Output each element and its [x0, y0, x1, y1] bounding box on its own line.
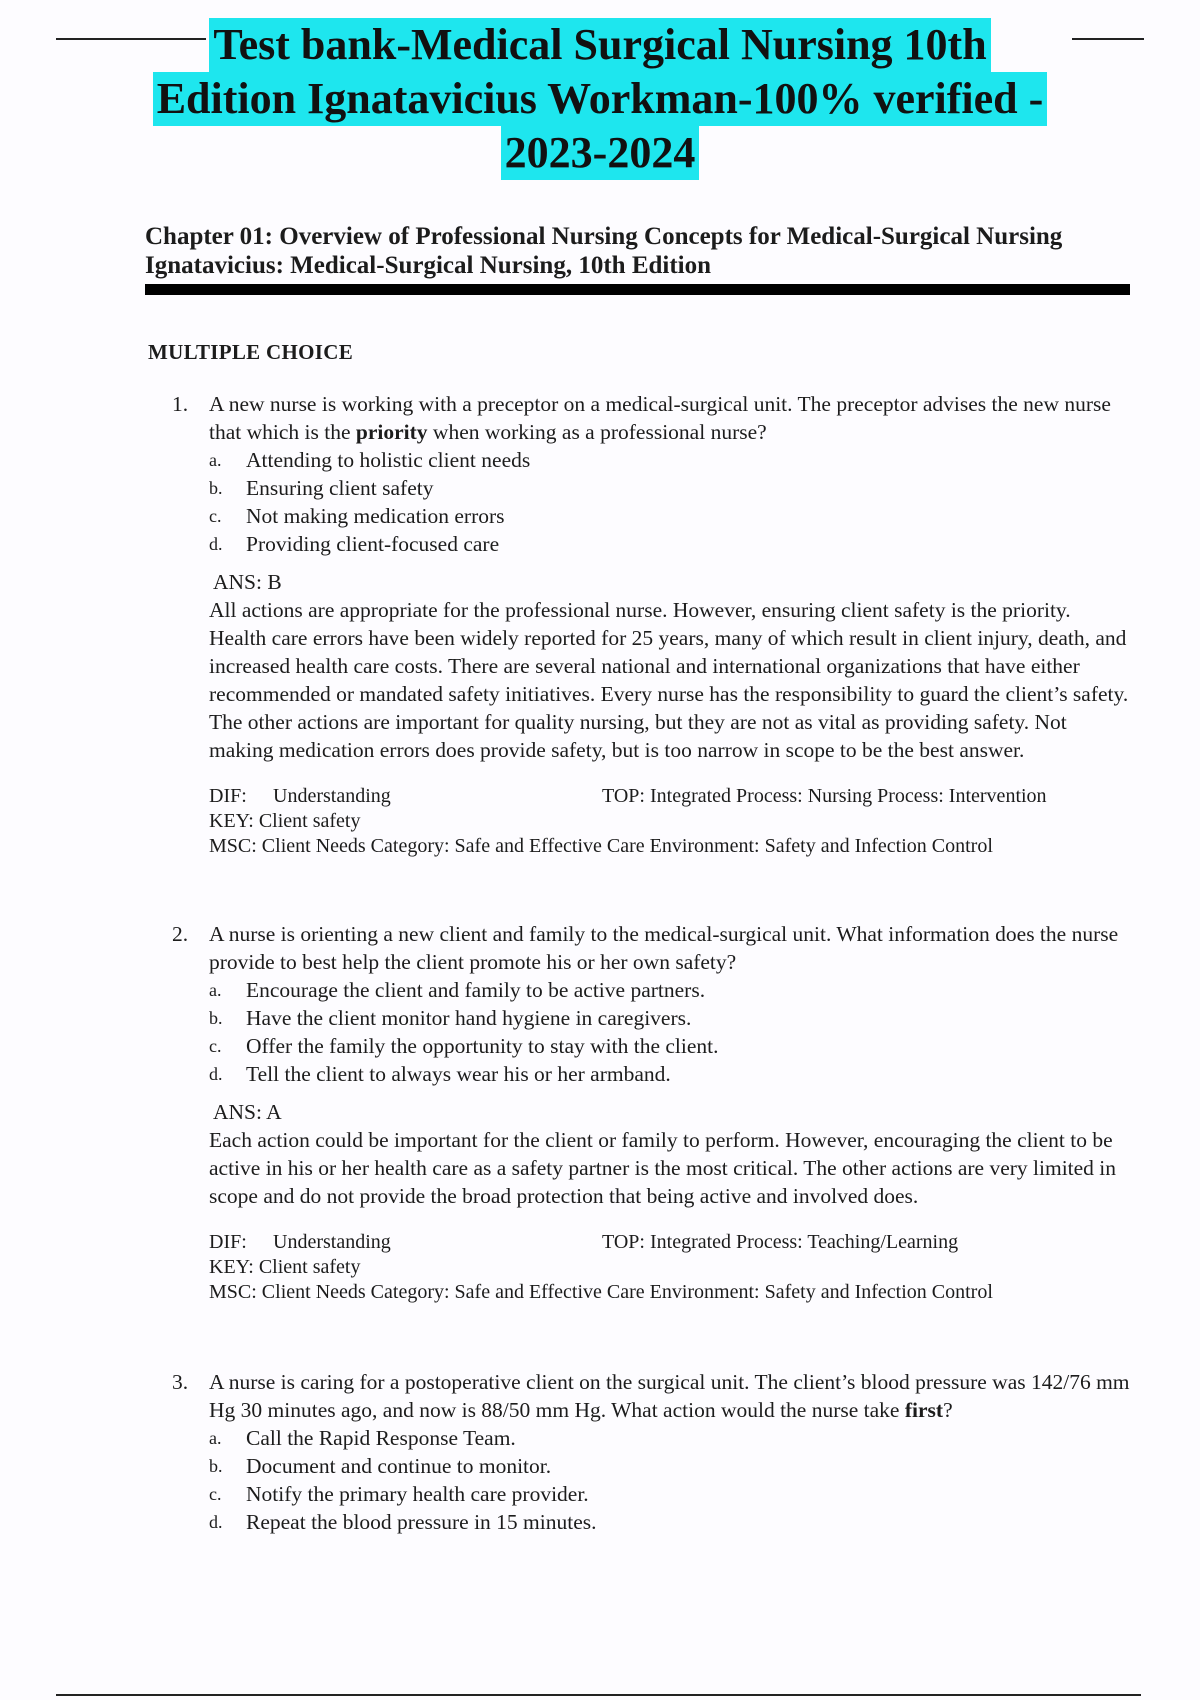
section-title: MULTIPLE CHOICE: [148, 340, 354, 364]
book-title: Ignatavicius: Medical-Surgical Nursing, 10th Edition: [145, 252, 712, 279]
options-list: [209, 1424, 1132, 1536]
option: c. Notify the primary health care provider.: [209, 1482, 589, 1506]
chapter-title: Chapter 01: Overview of Professional Nursing Concepts for Medical-Surgical Nursing: [145, 223, 1063, 250]
topic: TOP: Integrated Process: Nursing Process: Intervention: [602, 785, 1047, 807]
question-number: 1.: [172, 392, 189, 416]
option: a. Call the Rapid Response Team.: [209, 1426, 516, 1450]
options-list: [209, 976, 1132, 1088]
keyword: KEY: Client safety: [209, 810, 361, 832]
option: d. Repeat the blood pressure in 15 minutes.: [209, 1510, 597, 1534]
title-line-2: Edition Ignatavicius Workman-100% verified -: [153, 72, 1048, 126]
answer-key: ANS: A: [213, 1100, 282, 1124]
rationale: All actions are appropriate for the professional nurse. However, ensuring client safety is the priority. Health care errors have been widely reported for 25 years, many of which result in client injury, death, and increased health care costs. There are several national and international organizations that have either recommended or mandated safety initiatives. Every nurse has the responsibility to guard the client’s safety. The other actions are important for quality nursing, but they are not as vital as providing safety. Not making medication errors does provide safety, but is too narrow in scope to be the best answer.: [209, 598, 1129, 762]
msc-category: MSC: Client Needs Category: Safe and Effective Care Environment: Safety and Infection Control: [209, 1281, 993, 1303]
question-stem: A new nurse is working with a preceptor on a medical-surgical unit. The preceptor advises the new nurse that which is the priority when working as a professional nurse?: [209, 392, 1111, 444]
rationale: Each action could be important for the client or family to perform. However, encouraging the client to be active in his or her health care as a safety partner is the most critical. The other actions are very limited in scope and do not provide the broad protection that being active and involved does.: [209, 1128, 1117, 1208]
option: c. Offer the family the opportunity to stay with the client.: [209, 1034, 719, 1058]
question-2: [172, 920, 1132, 1305]
question-stem: A nurse is orienting a new client and family to the medical-surgical unit. What information does the nurse provide to best help the client promote his or her own safety?: [209, 922, 1119, 974]
question-number: 3.: [172, 1370, 189, 1394]
question-metadata: DIF: Understanding TOP: Integrated Process: Teaching/Learning KEY: Client safety MSC: Client Needs Category: Safe and Effective Care Environment: Safety and Infection Control: [209, 1230, 1132, 1305]
option: c. Not making medication errors: [209, 504, 505, 528]
option: a. Encourage the client and family to be active partners.: [209, 978, 706, 1002]
question-metadata: DIF: Understanding TOP: Integrated Process: Nursing Process: Intervention KEY: Client safety MSC: Client Needs Category: Safe and Effective Care Environment: Safety and Infection Control: [209, 784, 1132, 859]
topic: TOP: Integrated Process: Teaching/Learning: [602, 1231, 959, 1253]
option: b. Document and continue to monitor.: [209, 1454, 552, 1478]
chapter-heading: [145, 222, 1135, 280]
option: b. Ensuring client safety: [209, 476, 434, 500]
options-list: [209, 446, 1132, 558]
document-title: [0, 18, 1200, 180]
option: d. Providing client-focused care: [209, 532, 500, 556]
question-number: 2.: [172, 922, 189, 946]
title-line-1: Test bank-Medical Surgical Nursing 10th: [209, 18, 990, 72]
question-1: [172, 390, 1132, 859]
difficulty: Understanding: [273, 1231, 391, 1253]
option: d. Tell the client to always wear his or her armband.: [209, 1062, 671, 1086]
title-line-3: 2023-2024: [501, 126, 700, 180]
keyword: KEY: Client safety: [209, 1256, 361, 1278]
difficulty: Understanding: [273, 785, 391, 807]
question-3: [172, 1368, 1132, 1536]
option: a. Attending to holistic client needs: [209, 448, 531, 472]
msc-category: MSC: Client Needs Category: Safe and Effective Care Environment: Safety and Infection Control: [209, 835, 993, 857]
question-stem: A nurse is caring for a postoperative client on the surgical unit. The client’s blood pressure was 142/76 mm Hg 30 minutes ago, and now is 88/50 mm Hg. What action would the nurse take first?: [209, 1370, 1130, 1422]
page-bottom-rule: [56, 1694, 1141, 1696]
answer-key: ANS: B: [213, 570, 282, 594]
chapter-divider: [145, 284, 1130, 295]
option: b. Have the client monitor hand hygiene in caregivers.: [209, 1006, 692, 1030]
